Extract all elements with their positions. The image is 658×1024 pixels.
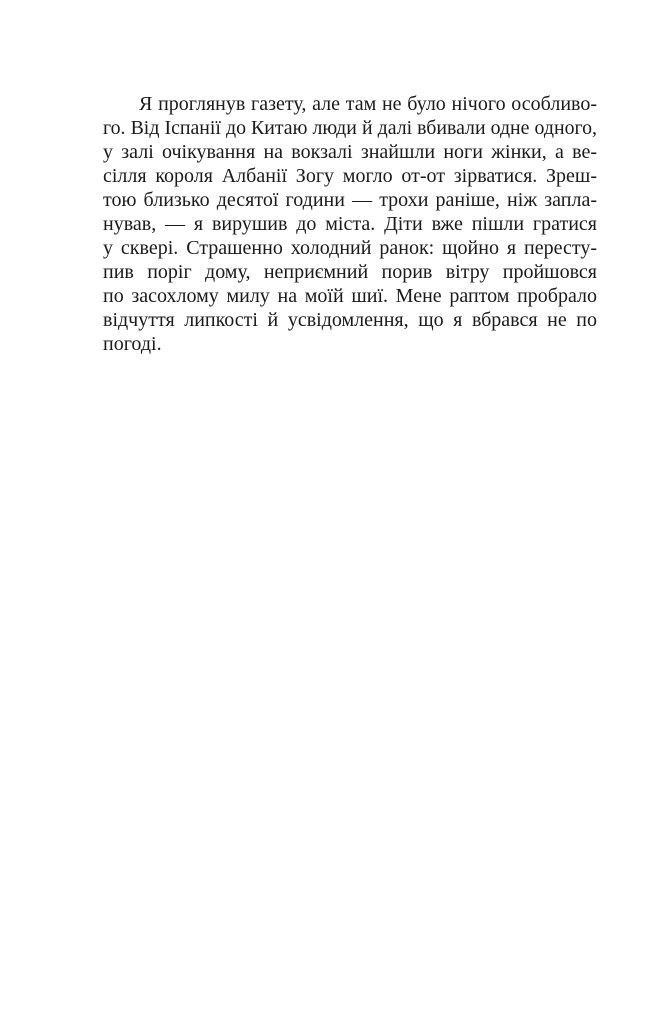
text-line: відчуття липкості й усвідомлення, що я вбрався не по — [103, 309, 597, 331]
body-paragraph — [103, 92, 597, 356]
text-line: у залі очікування на вокзалі знайшли ноги жінки, а ве- — [103, 141, 597, 163]
text-line: у сквері. Страшенно холодний ранок: щойно я пересту- — [103, 237, 597, 259]
text-line: погоді. — [103, 333, 162, 355]
text-line: нував, — я вирушив до міста. Діти вже пішли гратися — [103, 213, 597, 235]
text-line: тою близько десятої години — трохи раніше, ніж запла- — [103, 189, 597, 211]
text-line: го. Від Іспанії до Китаю люди й далі вбивали одне одного, — [103, 117, 597, 139]
text-line: пив поріг дому, неприємний порив вітру пройшовся — [103, 261, 597, 283]
text-line: сілля короля Албанії Зогу могло от-от зірватися. Зреш- — [103, 165, 597, 187]
text-line: Я проглянув газету, але там не було нічого особливо- — [139, 93, 597, 115]
text-line: по засохлому милу на моїй шиї. Мене раптом пробрало — [103, 285, 597, 307]
